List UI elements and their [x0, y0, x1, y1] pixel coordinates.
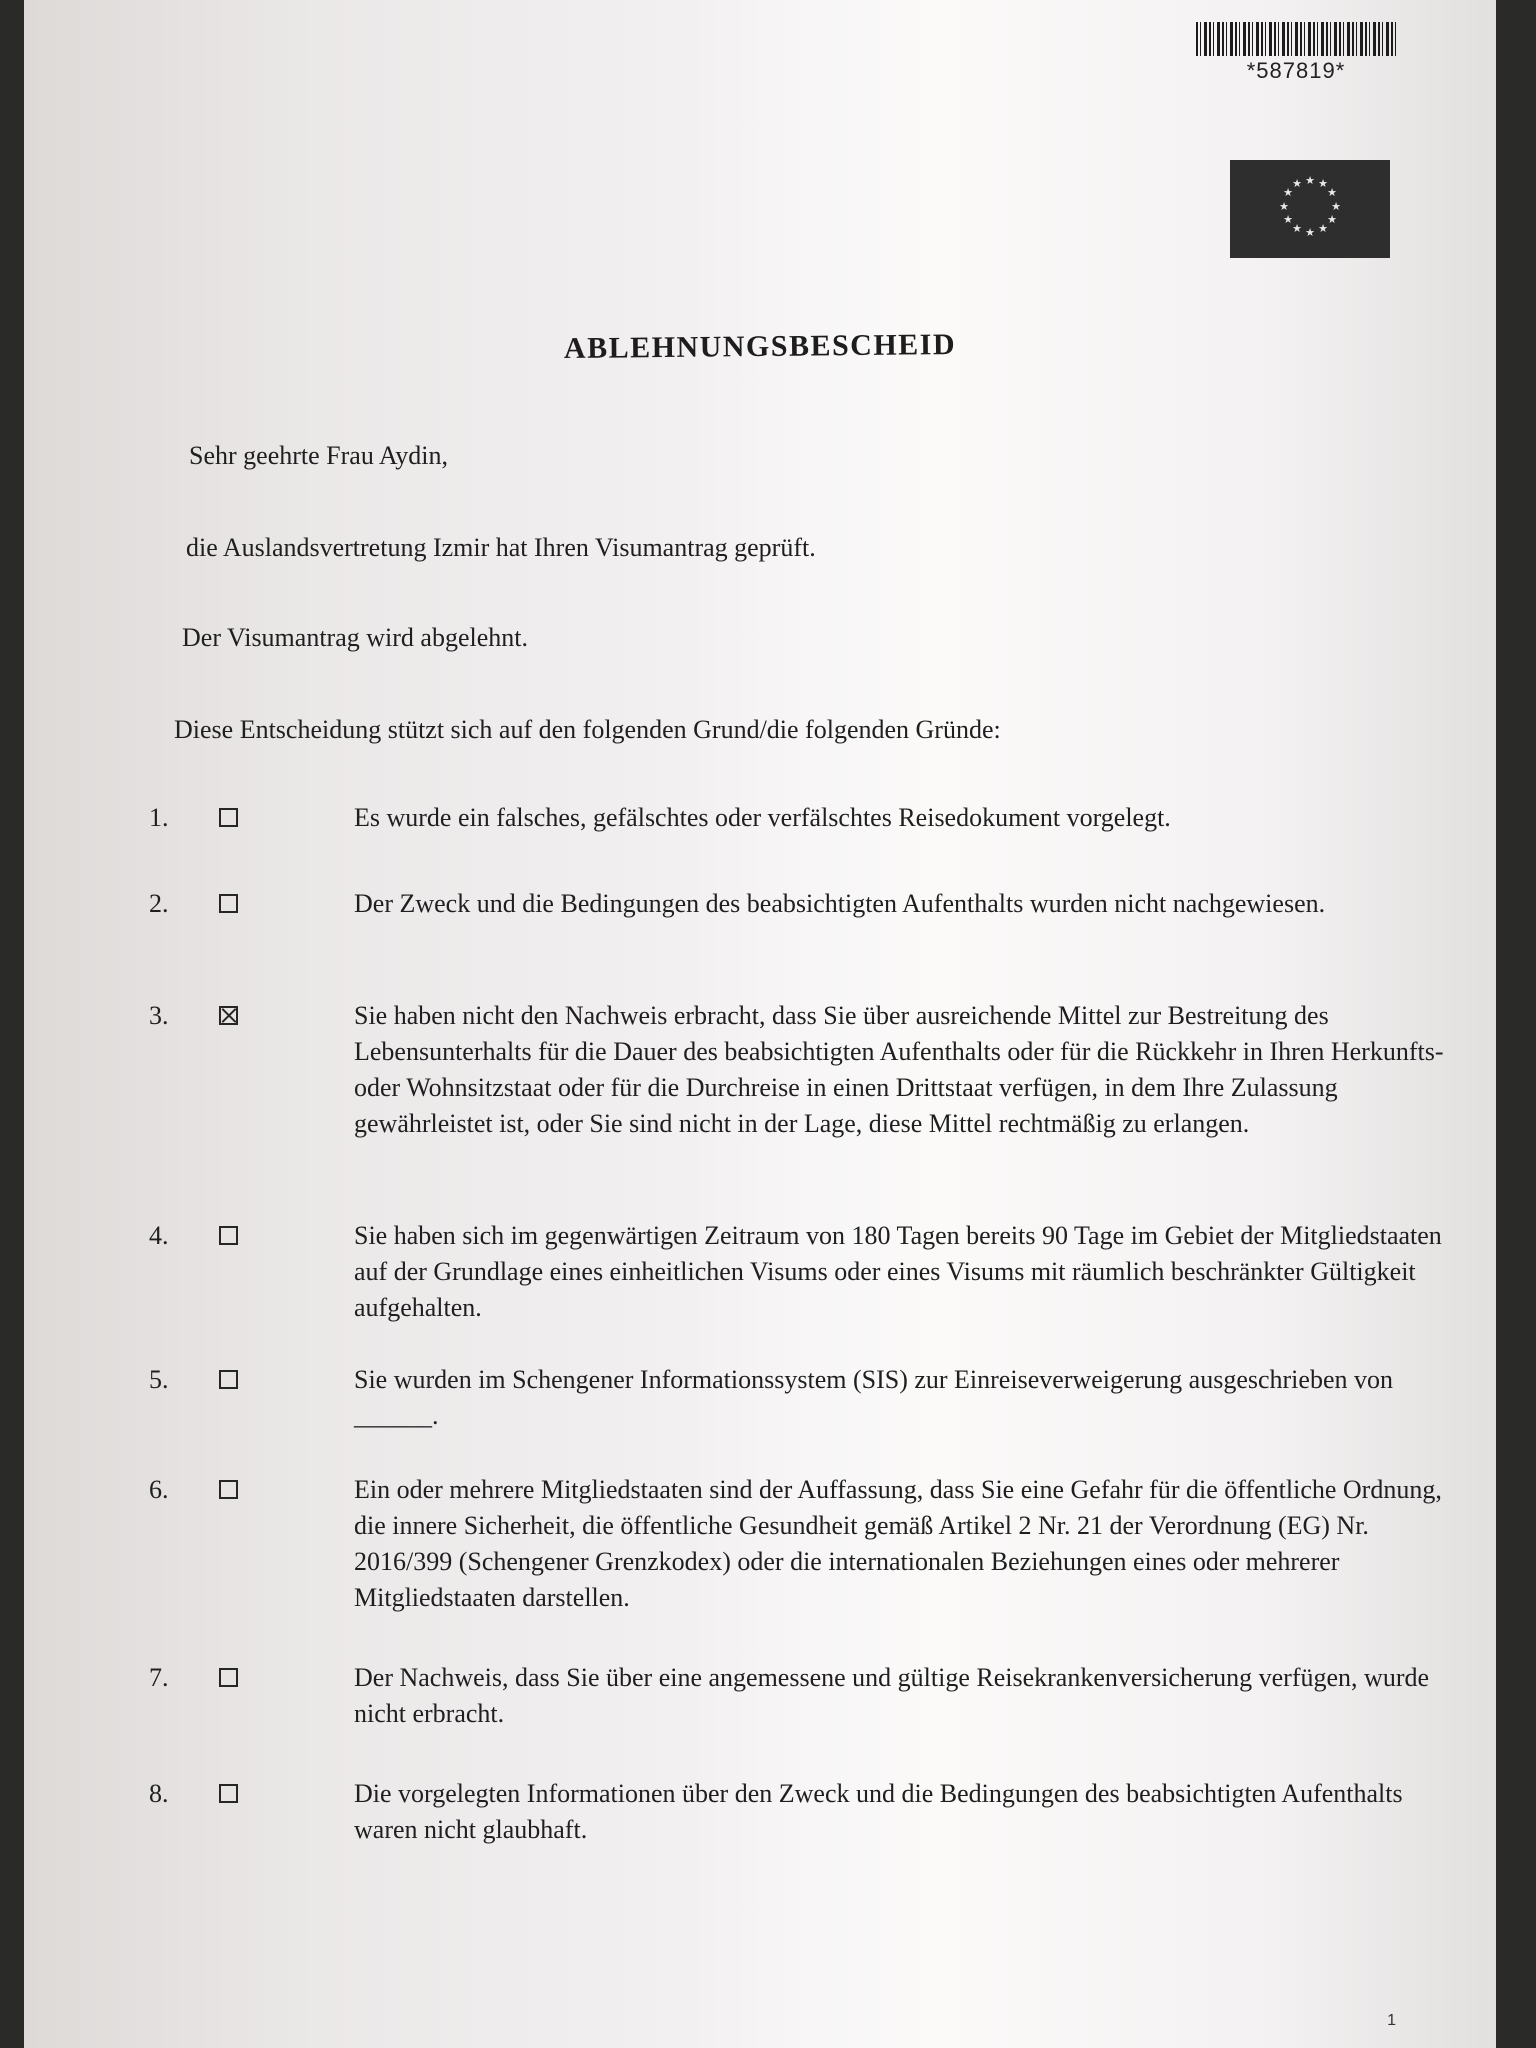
- barcode: [1196, 22, 1396, 84]
- salutation: Sehr geehrte Frau Aydin,: [189, 441, 448, 470]
- svg-text:★: ★: [1318, 222, 1328, 235]
- barcode-bars: [1196, 22, 1396, 56]
- reason-number: 7.: [149, 1663, 169, 1692]
- reason-text: Sie haben sich im gegenwärtigen Zeitraum von 180 Tagen bereits 90 Tage im Gebiet der Mitgliedstaaten auf der Grundlage eines einheitlichen Visums oder eines Visums mit räumlich beschränkter Gültigkeit aufgehalten.: [354, 1221, 1442, 1322]
- svg-text:★: ★: [1279, 200, 1289, 213]
- decision-statement: Der Visumantrag wird abgelehnt.: [182, 623, 528, 652]
- svg-text:★: ★: [1283, 213, 1293, 226]
- reason-number: 4.: [149, 1221, 169, 1250]
- svg-text:★: ★: [1327, 186, 1337, 199]
- reason-checkbox[interactable]: [219, 1480, 238, 1499]
- reason-number: 2.: [149, 889, 169, 918]
- document-page: [24, 0, 1496, 2048]
- reason-text: Sie wurden im Schengener Informationssystem (SIS) zur Einreiseverweigerung ausgeschrieben von ______.: [354, 1365, 1393, 1430]
- reason-number: 3.: [149, 1001, 169, 1030]
- reason-checkbox-checked[interactable]: [219, 1006, 238, 1025]
- svg-text:★: ★: [1305, 174, 1315, 187]
- reason-checkbox[interactable]: [219, 808, 238, 827]
- reason-text: Sie haben nicht den Nachweis erbracht, dass Sie über ausreichende Mittel zur Bestreitung des Lebensunterhalts für die Dauer des beabsichtigten Aufenthalts oder für die Rückkehr in Ihren Herkunfts- oder Wohnsitzstaat oder für die Durchreise in einen Drittstaat verfügen, in dem Ihre Zulassung gewährleistet ist, oder Sie sind nicht in der Lage, diese Mittel rechtmäßig zu erlangen.: [354, 1001, 1444, 1138]
- reason-number: 5.: [149, 1365, 169, 1394]
- svg-text:★: ★: [1292, 177, 1302, 190]
- reason-text: Der Zweck und die Bedingungen des beabsichtigten Aufenthalts wurden nicht nachgewiesen.: [354, 889, 1326, 918]
- svg-text:★: ★: [1331, 200, 1341, 213]
- reason-text: Der Nachweis, dass Sie über eine angemessene und gültige Reisekrankenversicherung verfügen, wurde nicht erbracht.: [354, 1663, 1430, 1728]
- reason-text: Ein oder mehrere Mitgliedstaaten sind der Auffassung, dass Sie eine Gefahr für die öffentliche Ordnung, die innere Sicherheit, die öffentliche Gesundheit gemäß Artikel 2 Nr. 21 der Verordnung (EG) Nr. 2016/399 (Schengener Grenzkodex) oder die internationalen Beziehungen eines oder mehrerer Mitgliedstaaten darstellen.: [354, 1475, 1442, 1612]
- document-title: ABLEHNUNGSBESCHEID: [563, 327, 957, 366]
- reason-text: Die vorgelegten Informationen über den Zweck und die Bedingungen des beabsichtigten Aufenthalts waren nicht glaubhaft.: [354, 1779, 1403, 1844]
- reasons-heading: Diese Entscheidung stützt sich auf den folgenden Grund/die folgenden Gründe:: [174, 715, 1001, 744]
- eu-flag-icon: [1230, 160, 1390, 258]
- svg-text:★: ★: [1327, 213, 1337, 226]
- svg-text:★: ★: [1283, 186, 1293, 199]
- reason-number: 6.: [149, 1475, 169, 1504]
- barcode-number: *587819*: [1246, 58, 1346, 83]
- svg-text:★: ★: [1318, 177, 1328, 190]
- reason-text: Es wurde ein falsches, gefälschtes oder verfälschtes Reisedokument vorgelegt.: [354, 803, 1171, 832]
- intro-paragraph: die Auslandsvertretung Izmir hat Ihren Visumantrag geprüft.: [186, 533, 816, 562]
- reason-checkbox[interactable]: [219, 1668, 238, 1687]
- reason-number: 8.: [149, 1779, 169, 1808]
- reason-number: 1.: [149, 803, 169, 832]
- reason-checkbox[interactable]: [219, 1226, 238, 1245]
- svg-text:★: ★: [1305, 226, 1315, 239]
- reason-checkbox[interactable]: [219, 894, 238, 913]
- svg-text:★: ★: [1292, 222, 1302, 235]
- reason-checkbox[interactable]: [219, 1784, 238, 1803]
- reason-checkbox[interactable]: [219, 1370, 238, 1389]
- page-number: 1: [1387, 2012, 1396, 2029]
